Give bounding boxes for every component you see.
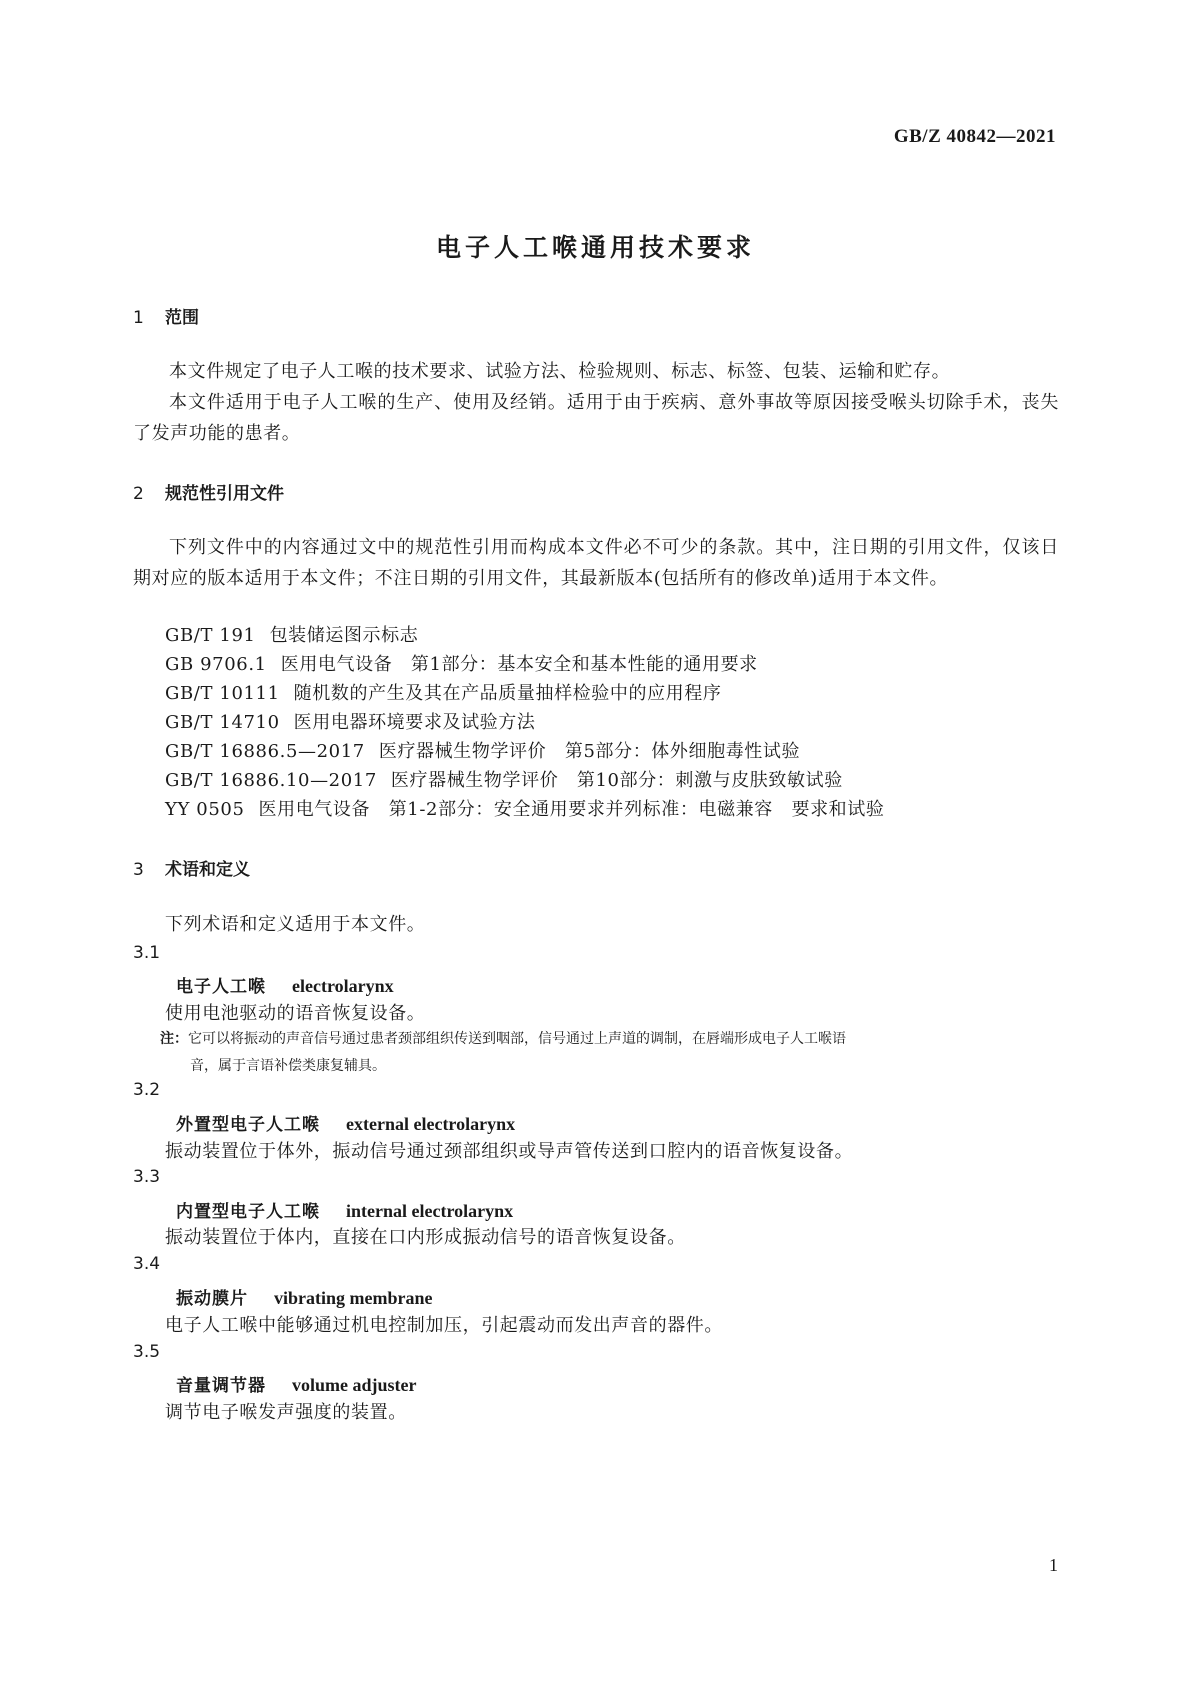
term-definition: 振动装置位于体内，直接在口内形成振动信号的语音恢复设备。 [165, 1227, 686, 1248]
reference-title: 包装储运图示标志 [269, 625, 419, 646]
reference-title: 医疗器械生物学评价 第10部分：刺激与皮肤致敏试验 [390, 770, 843, 791]
reference-item [165, 679, 721, 705]
section-title: 术语和定义 [165, 860, 250, 880]
term-zh: 音量调节器 [176, 1376, 266, 1396]
term-definition: 调节电子喉发声强度的装置。 [165, 1402, 407, 1423]
reference-title: 随机数的产生及其在产品质量抽样检验中的应用程序 [293, 683, 722, 704]
reference-item [165, 737, 800, 763]
reference-code: YY 0505 [165, 799, 245, 820]
term-zh: 电子人工喉 [176, 977, 266, 997]
reference-code: GB/T 16886.5—2017 [165, 741, 365, 762]
reference-item [165, 650, 758, 676]
reference-title: 医用电器环境要求及试验方法 [293, 712, 536, 733]
reference-code: GB/T 10111 [165, 683, 280, 704]
note-text-continued: 音，属于言语补偿类康复辅具。 [190, 1058, 386, 1074]
scope-paragraph-2: 本文件适用于电子人工喉的生产、使用及经销。适用于由于疾病、意外事故等原因接受喉头切除手术，丧失了发声功能的患者。 [133, 392, 1059, 444]
term-number: 3.2 [133, 1080, 161, 1100]
document-code: GB/Z 40842—2021 [893, 126, 1056, 147]
term-heading [176, 1197, 513, 1222]
page-number: 1 [1049, 1555, 1058, 1575]
reference-code: GB 9706.1 [165, 654, 267, 675]
reference-code: GB/T 14710 [165, 712, 280, 733]
term-number: 3.3 [133, 1167, 161, 1187]
reference-item [165, 795, 884, 821]
term-heading [176, 1371, 417, 1396]
term-heading [176, 1284, 432, 1309]
reference-item [165, 621, 418, 647]
section-number: 3 [133, 860, 144, 880]
term-zh: 振动膜片 [176, 1289, 248, 1309]
reference-item [165, 766, 843, 792]
reference-title: 医用电气设备 第1-2部分：安全通用要求并列标准：电磁兼容 要求和试验 [258, 799, 885, 820]
terms-intro: 下列术语和定义适用于本文件。 [165, 914, 426, 935]
section-3-heading [133, 855, 250, 880]
section-1-heading [133, 303, 199, 328]
term-number: 3.1 [133, 943, 161, 963]
reference-title: 医用电气设备 第1部分：基本安全和基本性能的通用要求 [280, 654, 758, 675]
note-text: 它可以将振动的声音信号通过患者颈部组织传送到咽部，信号通过上声道的调制，在唇端形成电子人工喉语 [188, 1031, 846, 1047]
term-heading [176, 1110, 515, 1135]
term-heading [176, 972, 394, 997]
term-definition: 使用电池驱动的语音恢复设备。 [165, 1003, 426, 1024]
scope-paragraph-1: 本文件规定了电子人工喉的技术要求、试验方法、检验规则、标志、标签、包装、运输和贮存。 [169, 361, 951, 382]
term-zh: 外置型电子人工喉 [176, 1115, 320, 1135]
section-title: 范围 [165, 308, 199, 328]
term-en: external electrolarynx [346, 1114, 516, 1134]
term-number: 3.4 [133, 1254, 161, 1274]
section-number: 1 [133, 308, 144, 328]
term-en: vibrating membrane [274, 1288, 433, 1308]
reference-code: GB/T 16886.10—2017 [165, 770, 377, 791]
reference-title: 医疗器械生物学评价 第5部分：体外细胞毒性试验 [378, 741, 801, 762]
note-label: 注： [160, 1031, 188, 1047]
section-number: 2 [133, 484, 144, 504]
term-note [160, 1026, 1044, 1080]
references-intro: 下列文件中的内容通过文中的规范性引用而构成本文件必不可少的条款。其中，注日期的引用文件，仅该日期对应的版本适用于本文件；不注日期的引用文件，其最新版本(包括所有的修改单)适用于本文件。 [133, 537, 1059, 589]
term-definition: 振动装置位于体外，振动信号通过颈部组织或导声管传送到口腔内的语音恢复设备。 [165, 1141, 854, 1162]
section-title: 规范性引用文件 [165, 484, 284, 504]
term-definition: 电子人工喉中能够通过机电控制加压，引起震动而发出声音的器件。 [165, 1315, 723, 1336]
term-en: electrolarynx [292, 976, 394, 996]
term-zh: 内置型电子人工喉 [176, 1202, 320, 1222]
term-number: 3.5 [133, 1342, 161, 1362]
term-en: internal electrolarynx [346, 1201, 514, 1221]
term-en: volume adjuster [292, 1375, 417, 1395]
section-2-heading [133, 479, 284, 504]
reference-item [165, 708, 535, 734]
reference-code: GB/T 191 [165, 625, 256, 646]
page-title: 电子人工喉通用技术要求 [435, 233, 755, 262]
